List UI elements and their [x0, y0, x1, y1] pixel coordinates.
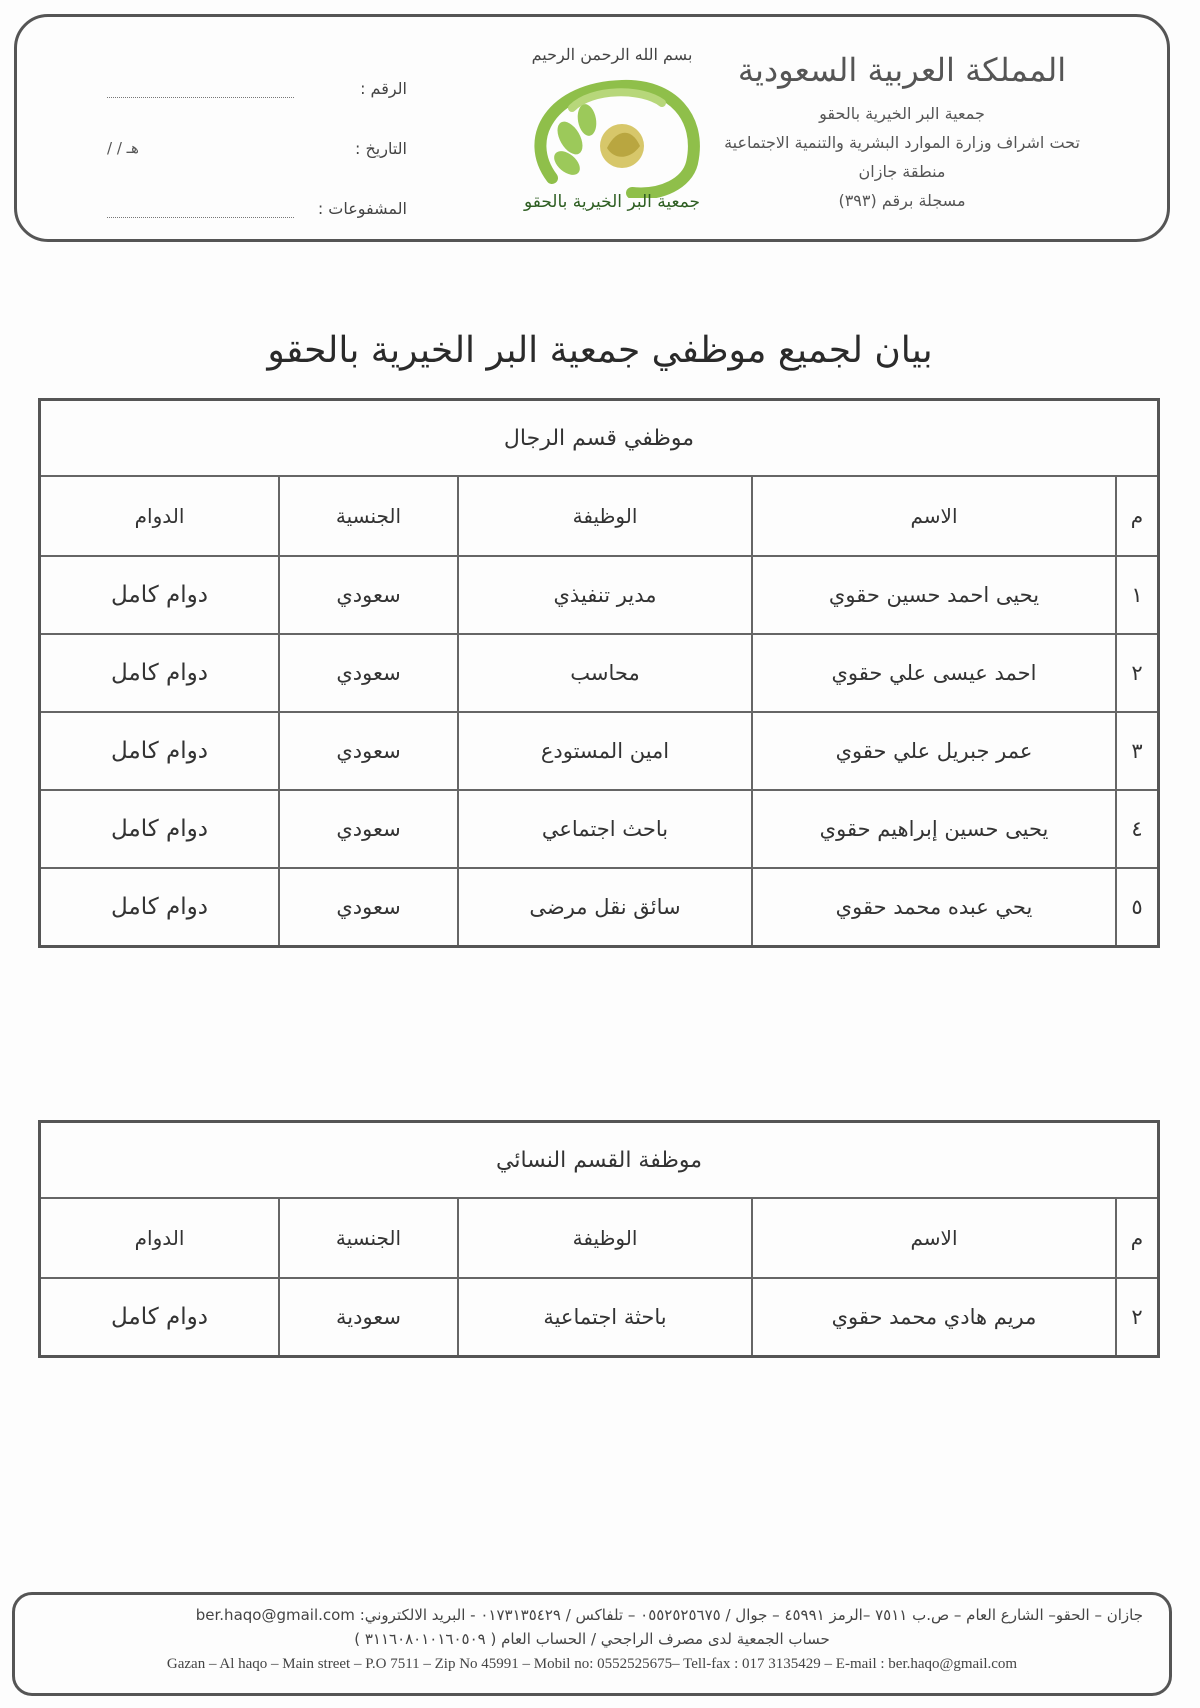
region-line: منطقة جازان	[858, 162, 946, 181]
men-table-caption: موظفي قسم الرجال	[40, 400, 1159, 477]
letterhead-frame	[14, 14, 1170, 242]
employee-shift: دوام كامل	[40, 790, 280, 868]
table-row	[40, 1278, 1159, 1357]
kingdom-name: المملكة العربية السعودية	[737, 51, 1067, 89]
women-staff-table	[38, 1120, 1160, 1358]
employee-nationality: سعودي	[279, 634, 458, 712]
column-header-name: الاسم	[752, 476, 1116, 556]
logo-block	[472, 45, 752, 245]
reference-fields	[107, 79, 407, 259]
row-number: ٤	[1116, 790, 1159, 868]
document-title: بيان لجميع موظفي جمعية البر الخيرية بالحقو	[267, 330, 933, 371]
bismillah: بسم الله الرحمن الرحيم	[531, 45, 693, 64]
employee-name: يحي عبده محمد حقوي	[752, 868, 1116, 947]
employee-name: يحيى احمد حسين حقوي	[752, 556, 1116, 634]
date-field	[107, 139, 407, 199]
column-header-job: الوظيفة	[458, 1198, 752, 1278]
number-field	[107, 79, 407, 139]
row-number: ٥	[1116, 868, 1159, 947]
column-header-number: م	[1116, 476, 1159, 556]
employee-job: سائق نقل مرضى	[458, 868, 752, 947]
table-row	[40, 868, 1159, 947]
women-table-header	[40, 1198, 1159, 1278]
employee-job: محاسب	[458, 634, 752, 712]
employee-shift: دوام كامل	[40, 712, 280, 790]
footer-contact-arabic: جازان – الحقو– الشارع العام – ص.ب ٧٥١١ –الرمز ٤٥٩٩١ – جوال / ٠٥٥٢٥٢٥٦٧٥ – تلفاكس / ٠١٧٣١٣٥٤٢٩ - البريد الالكتروني: ber.haqo@gmail.com	[195, 1606, 1143, 1624]
column-header-shift: الدوام	[40, 1198, 280, 1278]
attachments-label: المشفوعات :	[317, 199, 407, 218]
registration-line: مسجلة برقم (٣٩٣)	[838, 191, 966, 210]
row-number: ٢	[1116, 634, 1159, 712]
employee-job: امين المستودع	[458, 712, 752, 790]
employee-name: احمد عيسى علي حقوي	[752, 634, 1116, 712]
employee-nationality: سعودي	[279, 556, 458, 634]
women-table-caption: موظفة القسم النسائي	[40, 1122, 1159, 1199]
column-header-name: الاسم	[752, 1198, 1116, 1278]
attachments-blank	[107, 199, 294, 218]
employee-shift: دوام كامل	[40, 868, 280, 947]
footer-contact-english: Gazan – Al haqo – Main street – P.O 7511 – Zip No 45991 – Mobil no: 0552525675– Tell-fax : 017 3135429 – E-mail : ber.haqo@gmail.com	[166, 1656, 1018, 1672]
row-number: ٢	[1116, 1278, 1159, 1357]
employee-job: مدير تنفيذي	[458, 556, 752, 634]
employee-name: يحيى حسين إبراهيم حقوي	[752, 790, 1116, 868]
table-row	[40, 790, 1159, 868]
date-blank: / / هـ	[107, 139, 139, 157]
charity-logo-icon	[512, 68, 712, 198]
column-header-nationality: الجنسية	[279, 476, 458, 556]
men-staff-table	[38, 398, 1160, 948]
footer-frame	[12, 1592, 1172, 1696]
column-header-shift: الدوام	[40, 476, 280, 556]
men-table-header	[40, 476, 1159, 556]
attachments-field	[107, 199, 407, 259]
table-row	[40, 712, 1159, 790]
employee-shift: دوام كامل	[40, 1278, 280, 1357]
employee-job: باحث اجتماعي	[458, 790, 752, 868]
row-number: ١	[1116, 556, 1159, 634]
column-header-number: م	[1116, 1198, 1159, 1278]
row-number: ٣	[1116, 712, 1159, 790]
footer-bank-account: حساب الجمعية لدى مصرف الراجحي / الحساب العام ( ٣١١٦٠٨٠١٠١٦٠٥٠٩ )	[354, 1630, 830, 1648]
employee-nationality: سعودي	[279, 868, 458, 947]
letterhead-org-block	[707, 51, 1097, 215]
employee-shift: دوام كامل	[40, 634, 280, 712]
table-row	[40, 556, 1159, 634]
employee-name: عمر جبريل علي حقوي	[752, 712, 1116, 790]
column-header-nationality: الجنسية	[279, 1198, 458, 1278]
employee-name: مريم هادي محمد حقوي	[752, 1278, 1116, 1357]
employee-nationality: سعودي	[279, 790, 458, 868]
employee-job: باحثة اجتماعية	[458, 1278, 752, 1357]
employee-shift: دوام كامل	[40, 556, 280, 634]
employee-nationality: سعودي	[279, 712, 458, 790]
number-label: الرقم :	[360, 79, 407, 98]
number-blank	[107, 79, 294, 98]
table-row	[40, 634, 1159, 712]
column-header-job: الوظيفة	[458, 476, 752, 556]
logo-caption: جمعية البر الخيرية بالحقو	[523, 192, 701, 212]
employee-nationality: سعودية	[279, 1278, 458, 1357]
date-label: التاريخ :	[354, 139, 407, 158]
org-name: جمعية البر الخيرية بالحقو	[819, 104, 985, 123]
supervision-line: تحت اشراف وزارة الموارد البشرية والتنمية الاجتماعية	[724, 133, 1080, 152]
